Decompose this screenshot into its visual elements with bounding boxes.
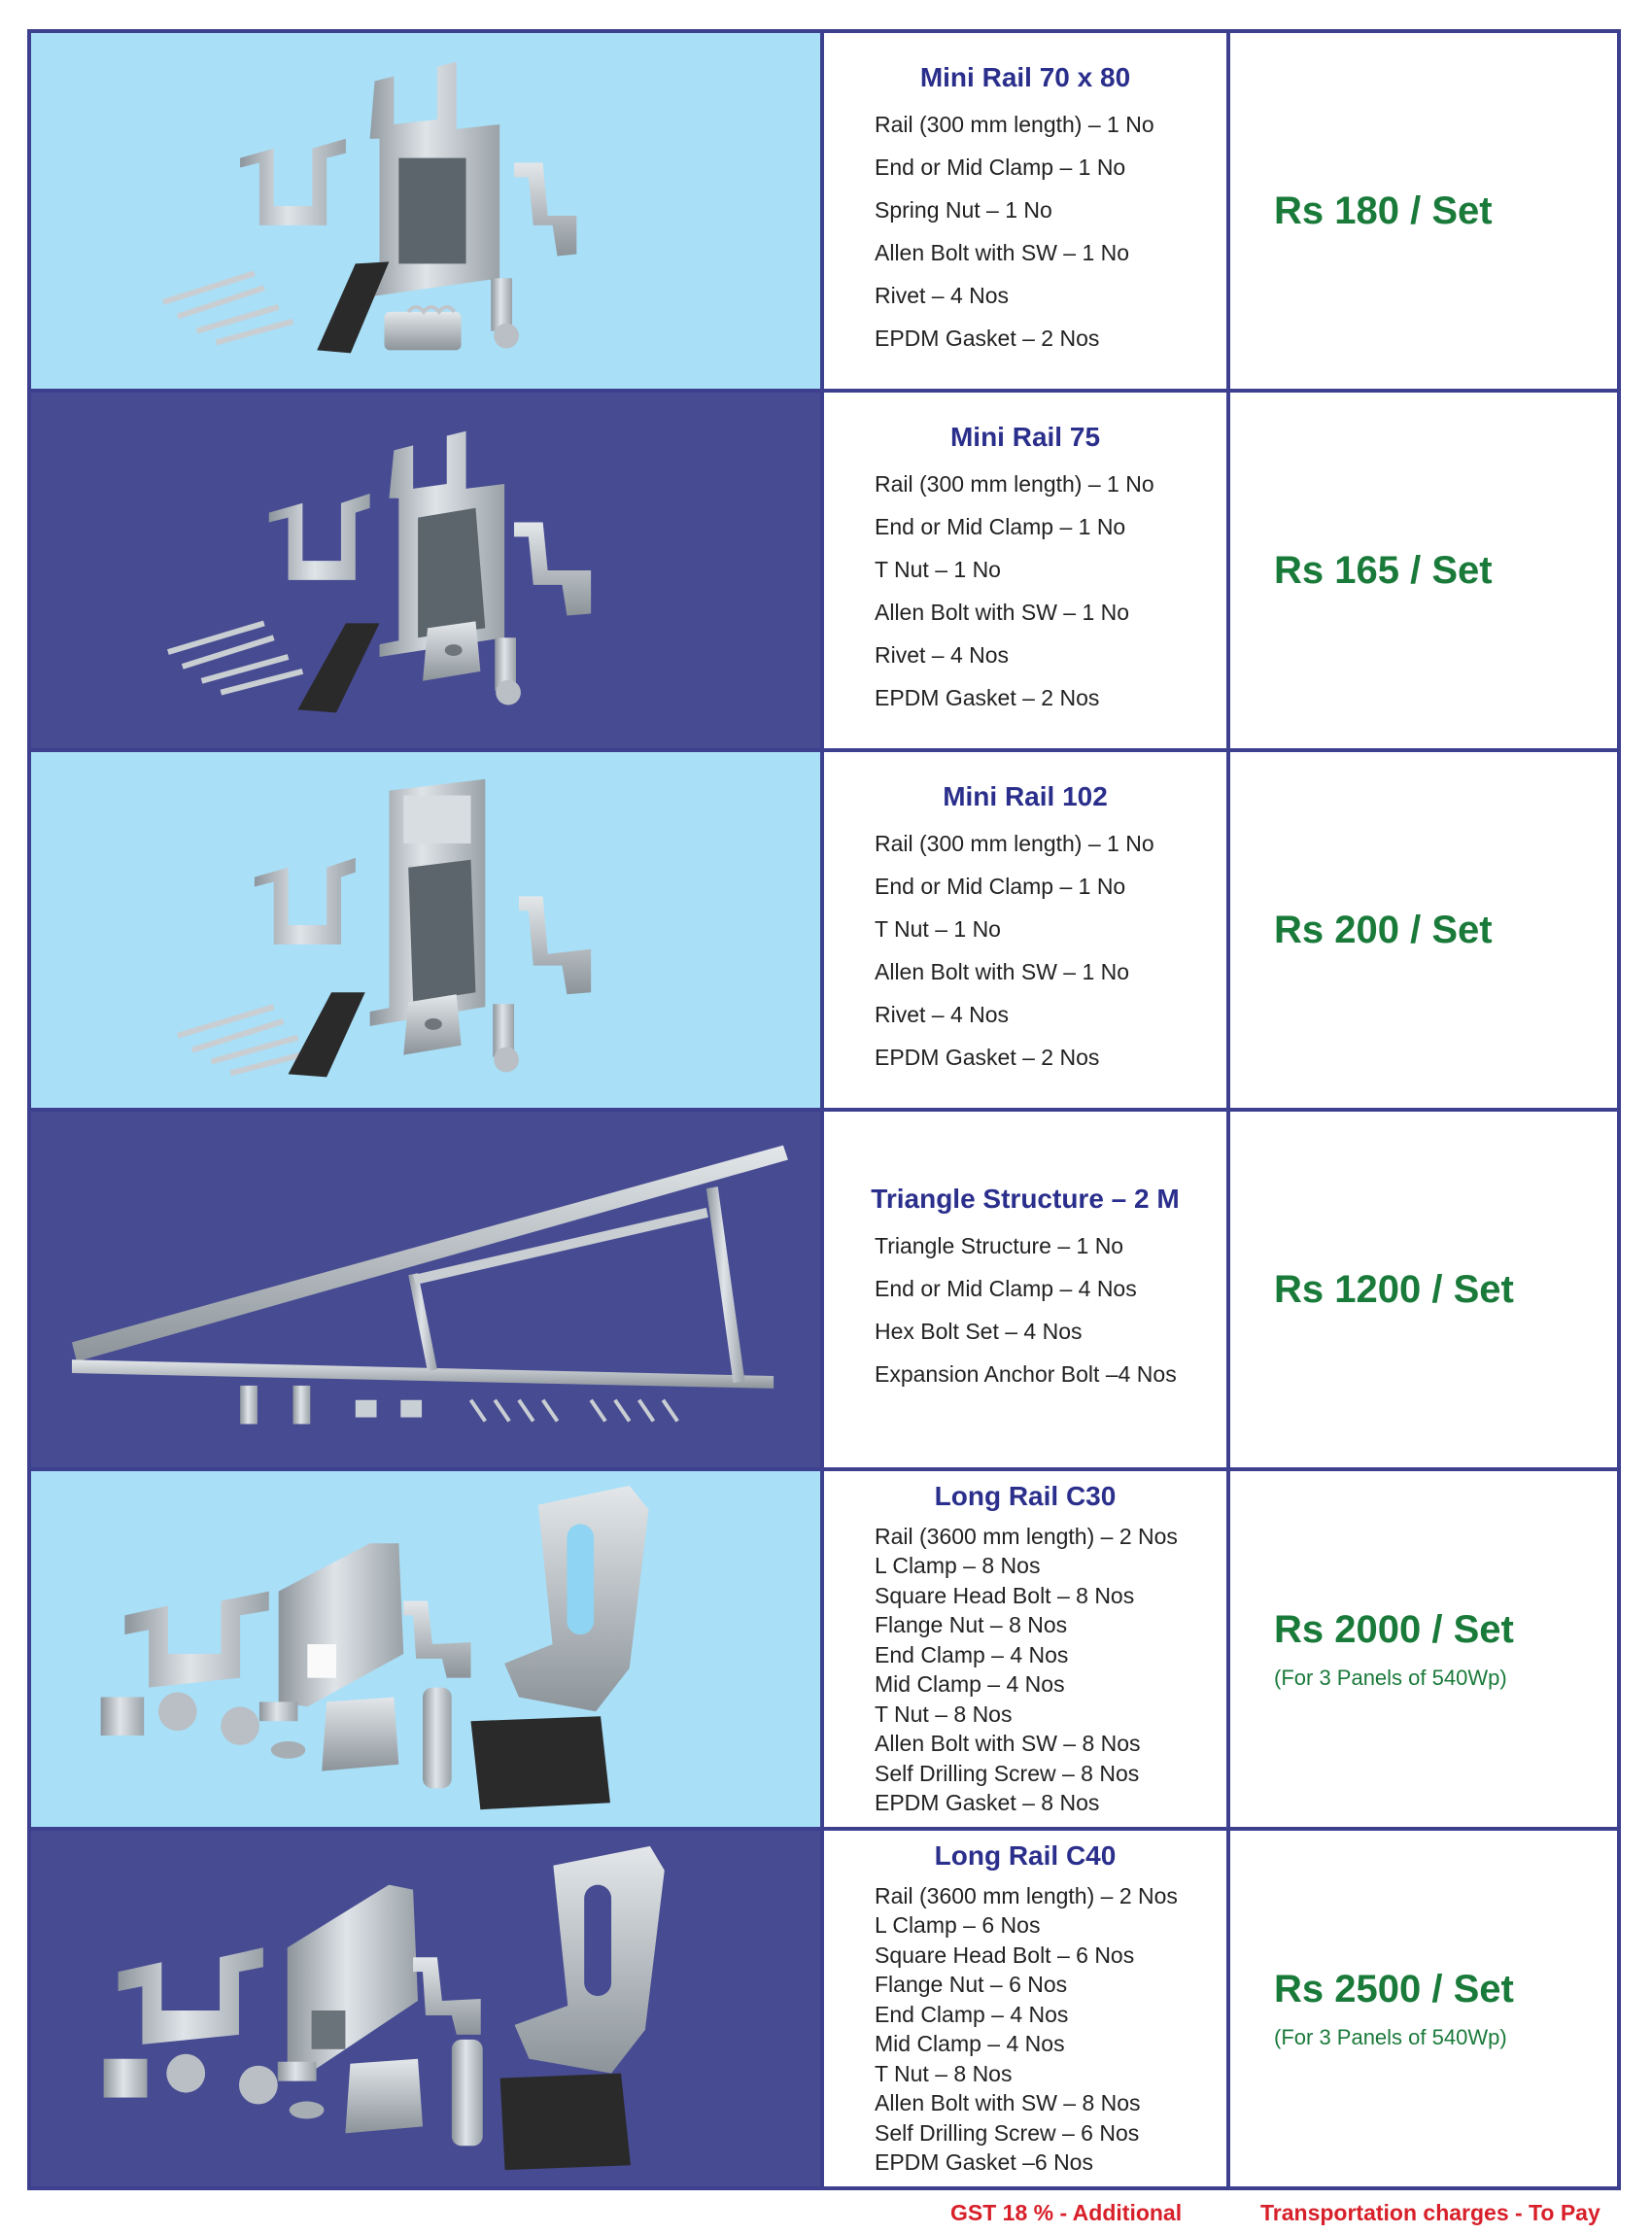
item-list	[875, 822, 1226, 1079]
rail-icon	[380, 431, 505, 657]
list-item: L Clamp – 6 Nos	[875, 1912, 1041, 1938]
product-image	[31, 393, 824, 748]
clamp-icon	[240, 1386, 310, 1425]
list-item: Allen Bolt with SW – 1 No	[875, 240, 1130, 265]
list-item: Rail (300 mm length) – 1 No	[875, 112, 1154, 137]
product-details	[824, 1471, 1230, 1827]
list-item: Rail (300 mm length) – 1 No	[875, 831, 1154, 856]
list-item: Rail (3600 mm length) – 2 Nos	[875, 1882, 1178, 1908]
list-item: L Clamp – 8 Nos	[875, 1553, 1041, 1578]
list-item: T Nut – 8 Nos	[875, 1701, 1013, 1727]
item-list	[875, 1881, 1226, 2178]
square-bolt-icon	[104, 2054, 205, 2098]
product-row	[31, 33, 1617, 393]
z-clamp-icon	[514, 523, 591, 616]
allen-bolt-icon	[491, 278, 519, 348]
list-item: Triangle Structure – 1 No	[875, 1233, 1124, 1258]
product-title: Mini Rail 75	[949, 422, 1101, 452]
product-title: Long Rail C40	[934, 1839, 1117, 1871]
l-clamp-icon	[515, 1846, 665, 2074]
product-title: Triangle Structure – 2 M	[871, 1184, 1180, 1214]
rail-icon	[370, 779, 486, 1026]
price-cell	[1230, 33, 1617, 389]
anchor-bolt-icon	[470, 1400, 677, 1422]
list-item: Allen Bolt with SW – 1 No	[875, 600, 1130, 625]
spring-nut-icon	[384, 307, 461, 351]
list-item: T Nut – 1 No	[875, 916, 1001, 942]
list-item: EPDM Gasket – 2 Nos	[875, 685, 1100, 710]
product-row	[31, 1471, 1617, 1831]
t-nut-icon	[403, 994, 461, 1054]
product-image	[31, 1112, 824, 1467]
triangle-structure-illustration	[31, 1112, 820, 1467]
list-item: Mid Clamp – 4 Nos	[875, 2031, 1065, 2056]
price-label: Rs 180 / Set	[1274, 189, 1493, 232]
list-item: Flange Nut – 6 Nos	[875, 1972, 1068, 1997]
rivet-icon	[178, 1007, 312, 1073]
item-list	[875, 1224, 1226, 1395]
product-title: Mini Rail 70 x 80	[919, 62, 1131, 92]
product-image	[31, 1831, 824, 2186]
list-item: Rivet – 4 Nos	[875, 642, 1010, 668]
rail-icon	[288, 1885, 418, 2069]
t-nut-icon	[423, 621, 480, 680]
z-clamp-icon	[413, 1957, 481, 2035]
long-rail-kit-illustration	[31, 1831, 820, 2186]
price-cell	[1230, 393, 1617, 748]
z-clamp-icon	[514, 163, 576, 257]
allen-bolt-icon	[493, 1004, 519, 1072]
list-item: Rail (300 mm length) – 1 No	[875, 471, 1154, 497]
price-label: Rs 200 / Set	[1274, 908, 1493, 951]
list-item: End or Mid Clamp – 1 No	[875, 514, 1126, 539]
mini-rail-kit-illustration	[31, 33, 820, 389]
long-rail-kit-illustration	[31, 1471, 820, 1827]
square-bolt-icon	[101, 1693, 197, 1736]
price-label: Rs 165 / Set	[1274, 548, 1493, 592]
allen-bolt-icon	[495, 637, 521, 705]
list-item: Expansion Anchor Bolt –4 Nos	[875, 1361, 1177, 1387]
t-nut-icon	[345, 2059, 423, 2134]
product-details	[824, 393, 1230, 748]
t-nut-icon	[322, 1697, 398, 1770]
z-clamp-icon	[519, 896, 591, 994]
bolt-icon	[356, 1400, 422, 1418]
list-item: EPDM Gasket – 8 Nos	[875, 1790, 1100, 1815]
item-list	[875, 1522, 1226, 1818]
list-item: Square Head Bolt – 8 Nos	[875, 1582, 1135, 1608]
price-cell	[1230, 752, 1617, 1108]
product-details	[824, 1112, 1230, 1467]
list-item: Spring Nut – 1 No	[875, 197, 1052, 223]
mini-rail-kit-illustration	[31, 752, 820, 1108]
list-item: EPDM Gasket – 2 Nos	[875, 326, 1100, 351]
gasket-icon	[289, 992, 365, 1077]
allen-bolt-icon	[221, 1701, 305, 1758]
list-item: Rail (3600 mm length) – 2 Nos	[875, 1523, 1178, 1549]
clamp-icon	[119, 1947, 263, 2045]
l-clamp-icon	[504, 1486, 648, 1711]
product-catalog	[27, 29, 1621, 2190]
clamp-icon	[269, 494, 370, 580]
list-item: End or Mid Clamp – 1 No	[875, 155, 1126, 180]
price-label: Rs 1200 / Set	[1274, 1267, 1514, 1311]
product-details	[824, 752, 1230, 1108]
mini-rail-kit-illustration	[31, 393, 820, 748]
list-item: T Nut – 8 Nos	[875, 2060, 1013, 2086]
footer	[0, 2200, 1652, 2229]
list-item: Rivet – 4 Nos	[875, 1002, 1010, 1027]
price-label: Rs 2000 / Set	[1274, 1607, 1514, 1651]
product-row	[31, 752, 1617, 1112]
product-row	[31, 393, 1617, 752]
product-title: Long Rail C30	[934, 1480, 1117, 1511]
list-item: End Clamp – 4 Nos	[875, 1641, 1069, 1667]
list-item: EPDM Gasket –6 Nos	[875, 2149, 1093, 2175]
list-item: Square Head Bolt – 6 Nos	[875, 1942, 1135, 1968]
allen-bolt-icon	[239, 2062, 325, 2119]
product-row	[31, 1112, 1617, 1471]
list-item: Allen Bolt with SW – 8 Nos	[875, 2090, 1141, 2115]
list-item: Allen Bolt with SW – 1 No	[875, 959, 1130, 984]
rivet-icon	[163, 273, 293, 342]
clamp-icon	[240, 139, 346, 225]
price-label: Rs 2500 / Set	[1274, 1967, 1514, 2011]
list-item: Rivet – 4 Nos	[875, 283, 1010, 308]
product-image	[31, 33, 824, 389]
list-item: End or Mid Clamp – 1 No	[875, 874, 1126, 899]
product-image	[31, 1471, 824, 1827]
list-item: End or Mid Clamp – 4 Nos	[875, 1276, 1137, 1301]
screw-icon	[423, 1688, 452, 1789]
list-item: Hex Bolt Set – 4 Nos	[875, 1319, 1083, 1344]
product-details	[824, 33, 1230, 389]
item-list	[875, 463, 1226, 719]
price-note: (For 3 Panels of 540Wp)	[1274, 2024, 1507, 2049]
price-cell	[1230, 1471, 1617, 1827]
product-row	[31, 1831, 1617, 2186]
product-title: Mini Rail 102	[943, 781, 1108, 811]
list-item: Flange Nut – 8 Nos	[875, 1612, 1068, 1637]
gasket-icon	[500, 2074, 631, 2171]
clamp-icon	[124, 1592, 268, 1688]
gasket-icon	[317, 261, 389, 353]
item-list	[875, 103, 1226, 360]
clamp-icon	[255, 858, 356, 945]
transport-note: Transportation charges - To Pay	[1260, 2200, 1600, 2225]
list-item: T Nut – 1 No	[875, 557, 1001, 582]
z-clamp-icon	[403, 1601, 470, 1678]
product-image	[31, 752, 824, 1108]
rail-icon	[279, 1543, 404, 1706]
list-item: Self Drilling Screw – 8 Nos	[875, 1760, 1140, 1786]
list-item: EPDM Gasket – 2 Nos	[875, 1045, 1100, 1070]
gasket-icon	[470, 1716, 609, 1809]
gst-note: GST 18 % - Additional	[950, 2200, 1183, 2225]
price-cell	[1230, 1831, 1617, 2186]
price-note: (For 3 Panels of 540Wp)	[1274, 1665, 1507, 1690]
list-item: Self Drilling Screw – 6 Nos	[875, 2119, 1140, 2146]
price-cell	[1230, 1112, 1617, 1467]
gasket-icon	[297, 623, 379, 712]
list-item: End Clamp – 4 Nos	[875, 2001, 1069, 2027]
triangle-structure-icon	[72, 1146, 788, 1389]
rivet-icon	[168, 623, 302, 692]
list-item: Mid Clamp – 4 Nos	[875, 1671, 1065, 1697]
list-item: Allen Bolt with SW – 8 Nos	[875, 1731, 1141, 1756]
product-details	[824, 1831, 1230, 2186]
screw-icon	[452, 2040, 483, 2146]
